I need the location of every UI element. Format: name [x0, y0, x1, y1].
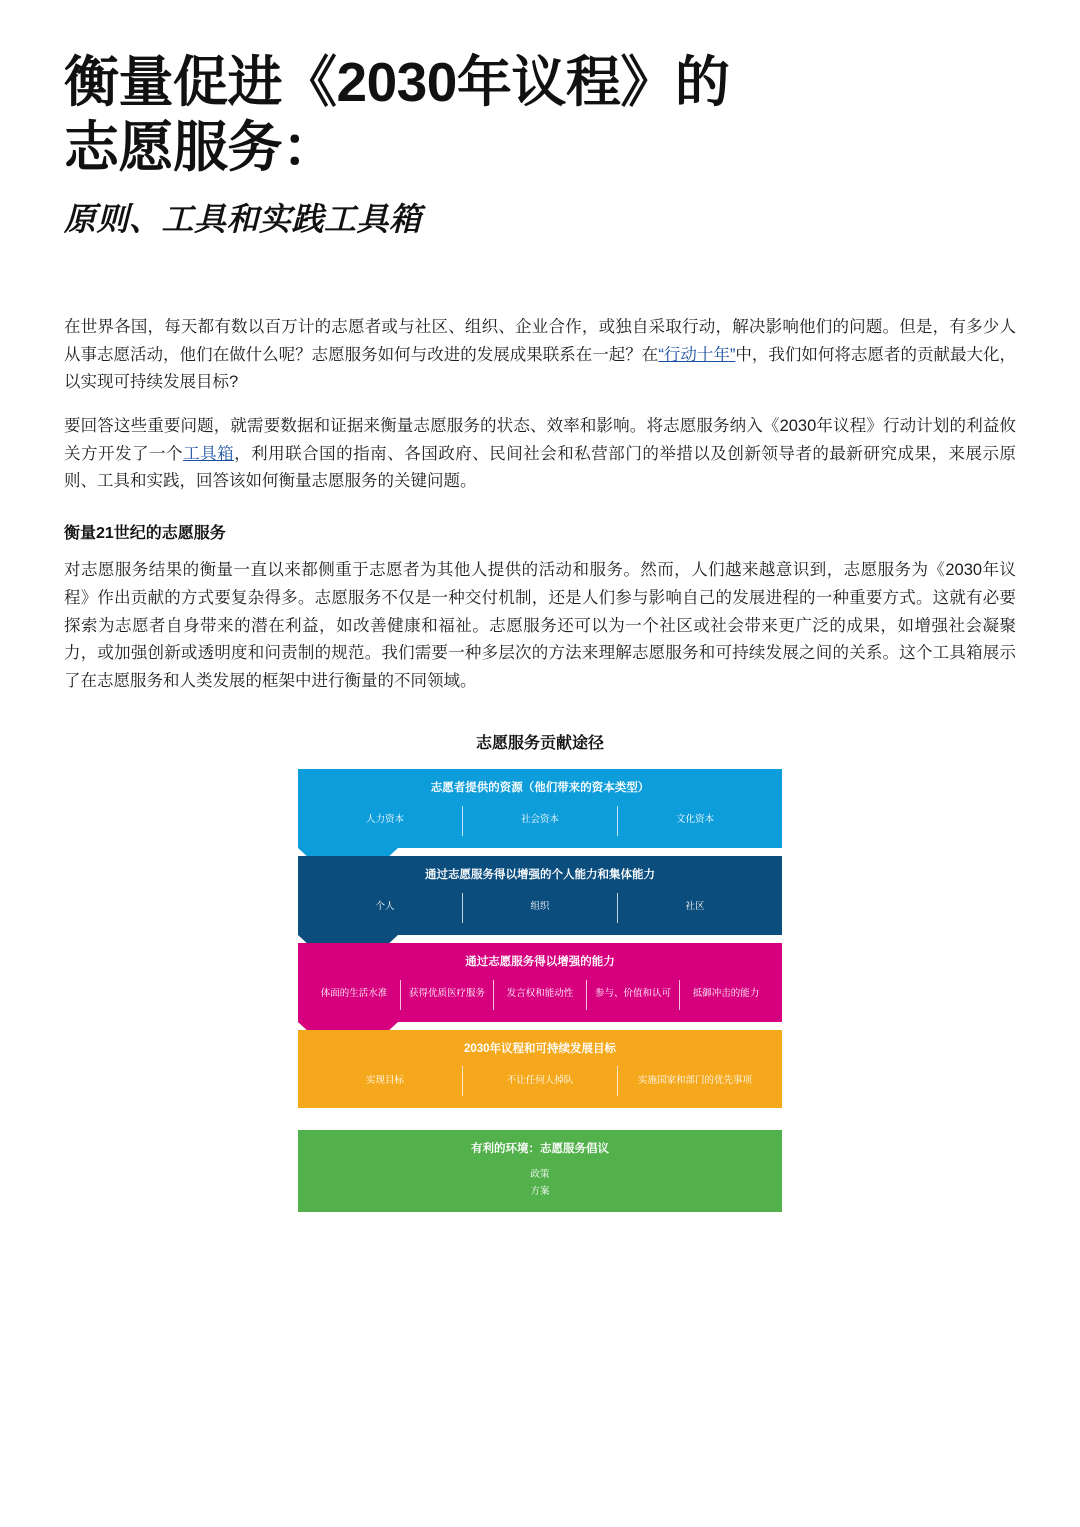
chart-band-4 — [298, 1030, 782, 1109]
chart-arrow-icon — [298, 769, 398, 848]
chart-item: 发言权和能动性 — [493, 980, 586, 1010]
chart-band-1 — [298, 769, 782, 848]
chart-item: 人力资本 — [365, 814, 404, 826]
chart-item: 社会资本 — [462, 806, 617, 836]
figure-title: 志愿服务贡献途径 — [475, 734, 604, 752]
paragraph-1 — [64, 314, 1016, 397]
chart-band-2-heading: 通过志愿服务得以增强的个人能力和集体能力 — [425, 868, 655, 881]
decade-of-action-link[interactable]: “行动十年” — [658, 345, 736, 364]
chart-band-3-body — [298, 943, 782, 1022]
chart-band-2 — [298, 856, 782, 935]
chart-item: 文化资本 — [617, 806, 772, 836]
chart-arrow-icon — [298, 943, 398, 1022]
chart-item: 社区 — [617, 893, 772, 923]
chart-item: 组织 — [462, 893, 617, 923]
chart-item: 不让任何人掉队 — [462, 1066, 617, 1096]
chart-item: 抵御冲击的能力 — [679, 980, 772, 1010]
chart-band-5 — [298, 1130, 782, 1211]
chart-band-3 — [298, 943, 782, 1022]
volunteering-pathways-chart — [298, 769, 782, 1212]
chart-item: 实施国家和部门的优先事项 — [617, 1066, 772, 1096]
chart-band-5-body — [298, 1130, 782, 1211]
chart-band-4-heading: 2030年议程和可持续发展目标 — [463, 1042, 617, 1055]
chart-band-4-items — [308, 1066, 772, 1096]
paragraph-1-text-b: 中，我们如何将志愿者的贡献最大化，以实现可持续发展目标? — [64, 345, 1017, 392]
paragraph-2-text-b: ，利用联合国的指南、各国政府、民间社会和私营部门的举措以及创新领导者的最新研究成果，来展示原则、工具和实践，回答该如何衡量志愿服务的关键问题。 — [64, 444, 1017, 491]
chart-band-4-body — [298, 1030, 782, 1109]
chart-item: 获得优质医疗服务 — [400, 980, 493, 1010]
chart-item: 个人 — [375, 901, 395, 913]
page-title — [64, 50, 1016, 180]
paragraph-3: 对志愿服务结果的衡量一直以来都侧重于志愿者为其他人提供的活动和服务。然而，人们越来越意识到，志愿服务为《2030年议程》作出贡献的方式要复杂得多。志愿服务不仅是一种交付机制，还是人们参与影响自己的发展进程的一种重要方式。这就有必要探索为志愿者自身带来的潜在利益，如改善健康和福祉。志愿服务还可以为一个社区或社会带来更广泛的成果，如增强社会凝聚力，或加强创新或透明度和问责制的规范。我们需要一种多层次的方法来理解志愿服务和可持续发展之间的关系。这个工具箱展示了在志愿服务和人类发展的框架中进行衡量的不同领域。 — [64, 561, 1016, 690]
chart-item: 实现目标 — [365, 1075, 404, 1087]
chart-item: 政策 — [530, 1169, 550, 1181]
chart-band-1-heading: 志愿者提供的资源（他们带来的资本类型） — [430, 781, 650, 794]
title-line-1: 衡量促进《2030年议程》的 — [64, 51, 730, 113]
chart-item: 方案 — [530, 1185, 550, 1197]
chart-band-2-body — [298, 856, 782, 935]
section-heading: 衡量21世纪的志愿服务 — [64, 525, 226, 543]
chart-band-5-heading: 有利的环境：志愿服务倡议 — [471, 1143, 609, 1156]
chart-band-3-heading: 通过志愿服务得以增强的能力 — [465, 955, 615, 968]
title-line-2: 志愿服务： — [64, 115, 337, 178]
chart-item: 体面的生活水准 — [320, 988, 388, 1000]
toolbox-link[interactable]: 工具箱 — [183, 444, 235, 463]
paragraph-1-text-a: 在世界各国，每天都有数以百万计的志愿者或与社区、组织、企业合作，或独自采取行动，解决影响他们的问题。但是，有多少人从事志愿活动，他们在做什么呢？志愿服务如何与改进的发展成果联系在一起？在 — [64, 317, 1016, 364]
paragraph-2-text-a: 要回答这些重要问题，就需要数据和证据来衡量志愿服务的状态、效率和影响。将志愿服务纳入《2030年议程》行动计划的利益攸关方开发了一个 — [64, 416, 1016, 463]
chart-arrow-icon — [298, 856, 398, 935]
chart-band-1-body — [298, 769, 782, 848]
chart-item: 参与、价值和认可 — [586, 980, 679, 1010]
page-subtitle: 原则、工具和实践工具箱 — [64, 200, 422, 237]
paragraph-2 — [64, 413, 1016, 496]
